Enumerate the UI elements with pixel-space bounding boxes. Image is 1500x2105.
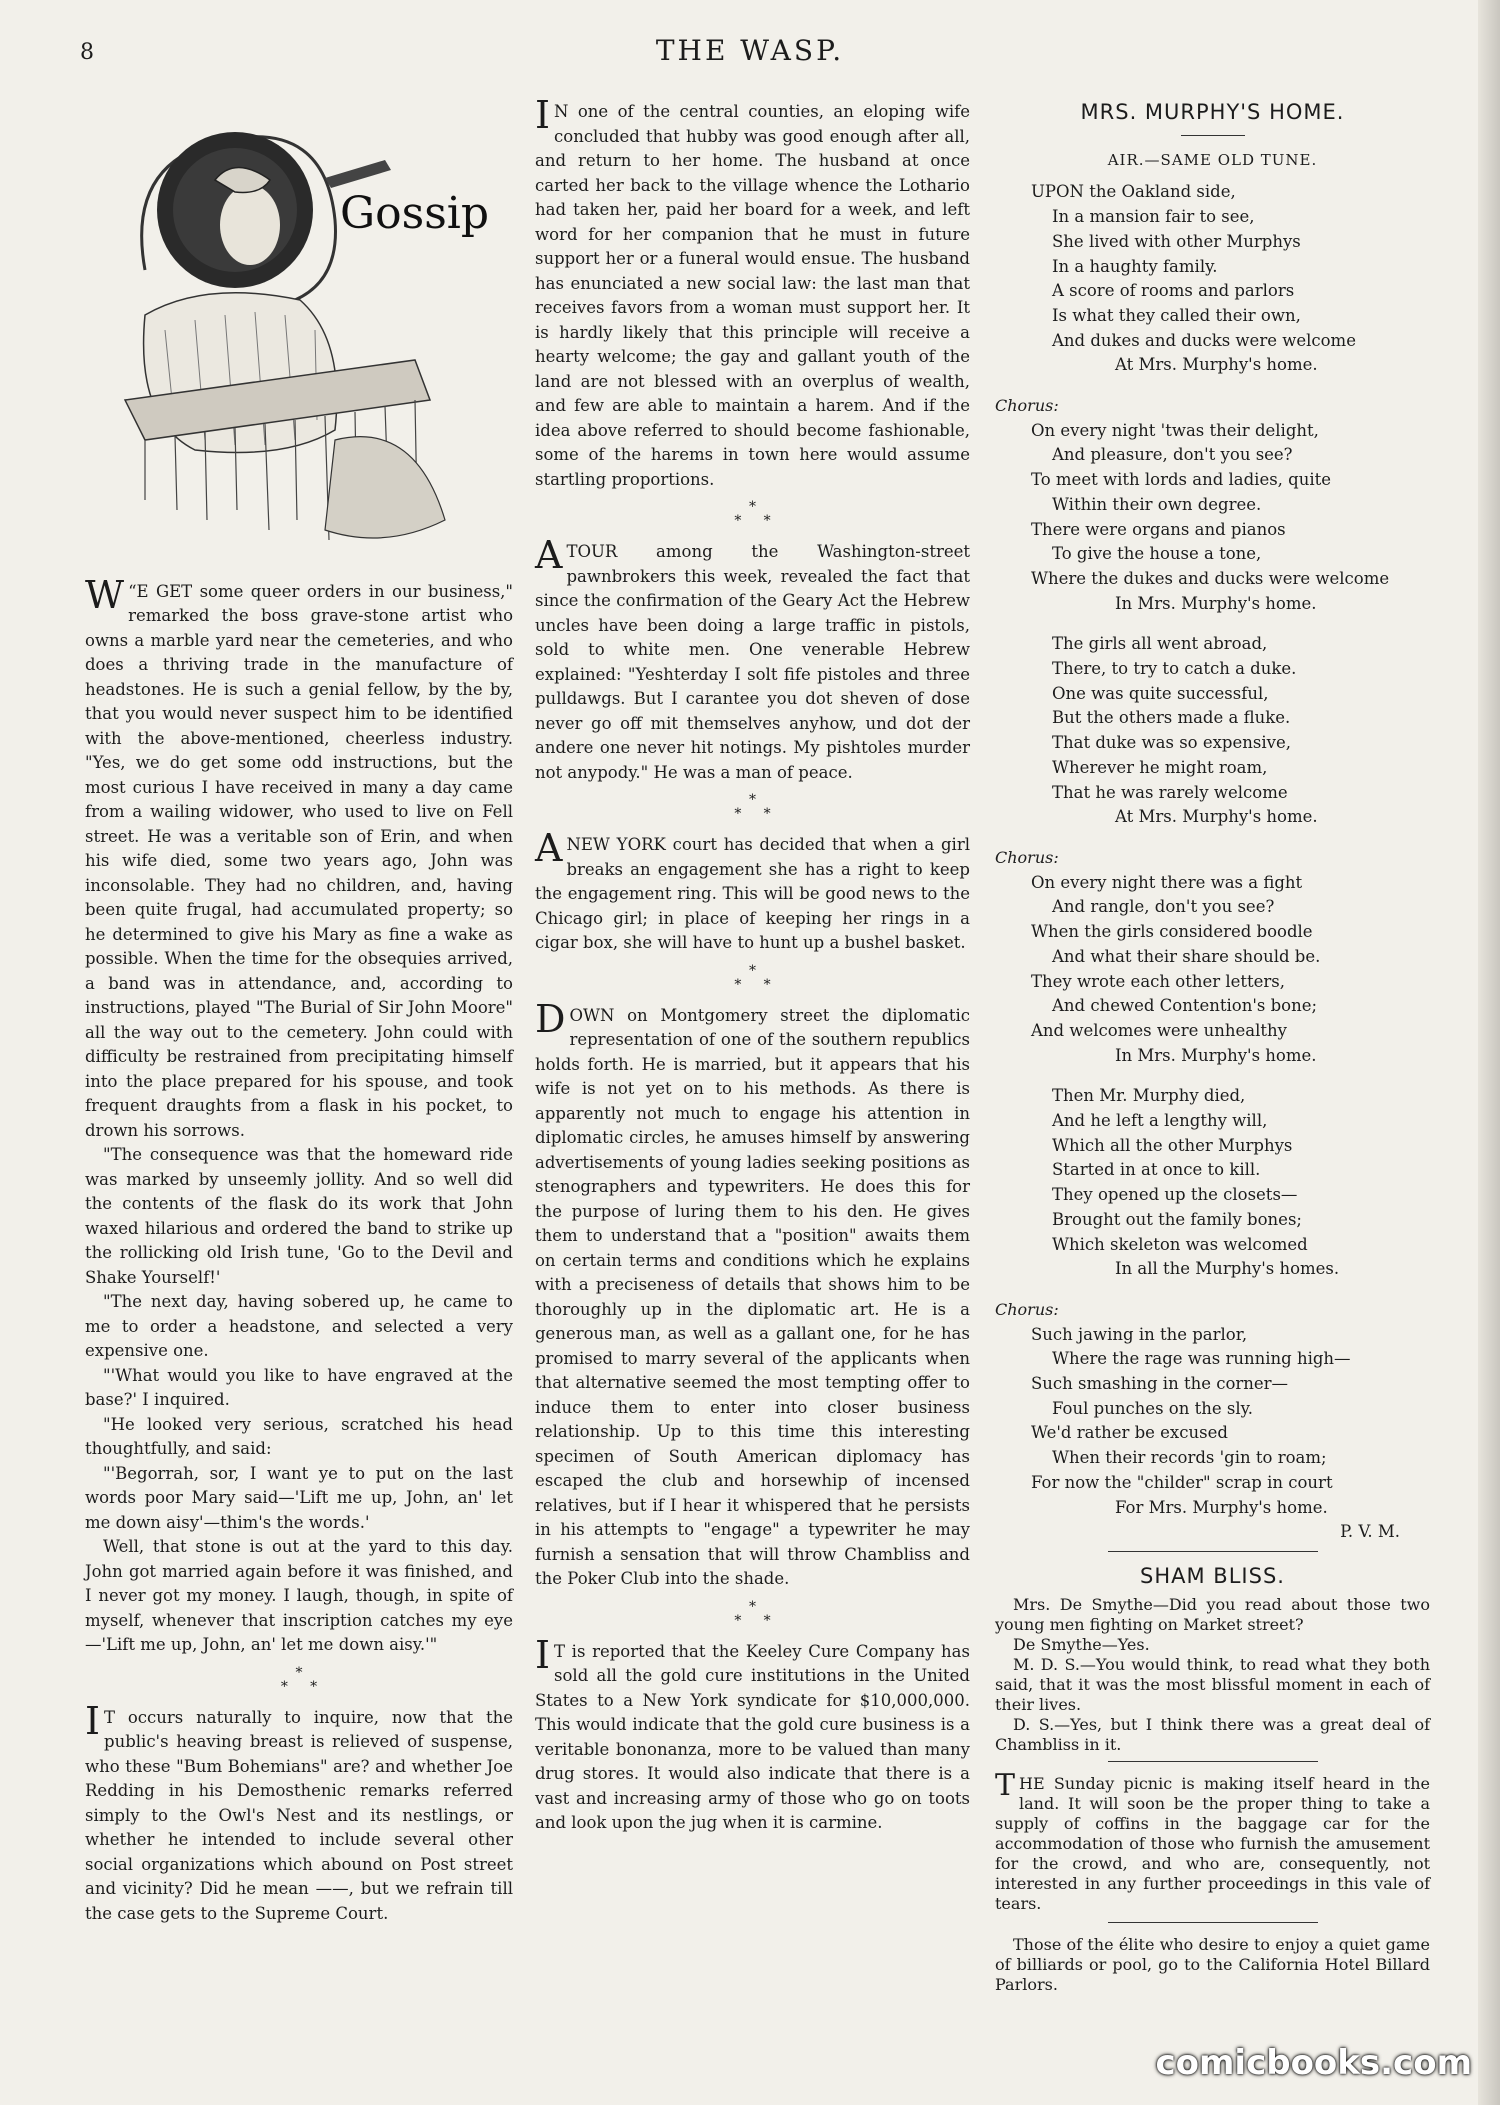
bohemians-article: I T occurs naturally to inquire, now that the public's heaving breast is relieved of suspense, who these "Bum Bohemians" are? and whether Joe Redding in his Demosthenic remarks referred simply to the Owl's Nest and its nestlings, or whether he intended to include several other social organizations which abound on Post street and vicinity? Did he mean ——, but we refrain till the case gets to the Supreme Court.: [85, 1698, 513, 1923]
chorus-label: Chorus:: [995, 396, 1059, 416]
divider: [1108, 1551, 1318, 1552]
masthead: THE WASP.: [655, 34, 845, 67]
divider: [1108, 1761, 1318, 1762]
page-number: 8: [80, 40, 94, 65]
watermark: comicbooks.com: [1155, 2043, 1472, 2083]
keeley-cure-article: I T is reported that the Keeley Cure Company has sold all the gold cure institutions in the United States to a New York syndicate for $10,000,000. This would indicate that the gold cure business is a veritable bononanza, more to be valued than many drug stores. It would also indicate that there is a vast and increasing army of those who go on toots and look upon the jug when it is carmine.: [535, 1632, 970, 1832]
diplomat-article: DOWN on Montgomery street the diplomatic representation of one of the southern republics holds forth. He is married, but it appears that his wife is not yet on to his methods. As there is apparently not much to engage his attention in diplomatic circles, he amuses himself by answering advertisements of young ladies seeking positions as stenographers and typewriters. He does this for the purpose of luring them to his den. He gives them to understand that a "position" awaits them on certain terms and conditions which he explains with a preciseness of details that shows him to be thoroughly up in the diplomatic art. He is a generous man, as well as a gallant one, for he has promised to marry several of the applicants when that alternative seemed the most tempting offer to induce them to enter into closer business relationship. Up to this time this interesting specimen of South American diplomacy has escaped the club and horsewhip of incensed relatives, but if I hear it whispered that he persists in his attempts to "engage" a typewriter he may furnish a sensation that will throw Chambliss and the Poker Club into the shade.: [535, 996, 970, 1588]
gravestone-article-p2: "The consequence was that the homeward ride was marked by unseemly jollity. And so well did the contents of the flask do its work that John waxed hilarious and ordered the band to strike up the rollicking old Irish tune, 'Go to the Devil and Shake Yourself!': [85, 1145, 513, 1287]
chorus-label: Chorus:: [995, 1299, 1059, 1319]
poem-verse-3: Then Mr. Murphy died, And he left a lengthy will, Which all the other Murphys Started in at once to kill. They opened up the closets— Brought out the family bones; Which skeleton was welcomed In all the Murphy's homes.: [1052, 1086, 1340, 1279]
engagement-ring-article: ANEW YORK court has decided that when a girl breaks an engagement she has a right to keep the engagement ring. This will be good news to the Chicago girl; in place of keeping her rings in a cigar box, she will have to hunt up a bushel basket.: [535, 826, 970, 952]
poem-verse-1: UPON the Oakland side, In a mansion fair to see, She lived with other Murphys In a haughty family. A score of rooms and parlors Is what they called their own, And dukes and ducks were welcome At Mrs. Murphy's home.: [1031, 182, 1356, 375]
billiards-notice: Those of the élite who desire to enjoy a quiet game of billiards or pool, go to the California Hotel Billard Parlors.: [995, 1934, 1430, 1994]
gravestone-article-p1: “ W E GET some queer orders in our business," remarked the boss grave-stone artist who owns a marble yard near the cemeteries, and who does a thriving trade in the manufacture of headstones. He is such a genial fellow, by the by, that you would never suspect him to be identified with the above-mentioned, cheerless industry. "Yes, we do get some odd instructions, but the most curious I have received in many a day came from a wailing widower, who used to live on Fell street. He was a veritable son of Erin, and when his wife died, some two years ago, John was inconsolable. They had no children, and, having been quite frugal, had accumulated property; so he determined to give his Mary as fine a wake as possible. When the time for the obsequies arrived, a band was in attendance, and, according to instructions, played "The Burial of Sir John Moore" all the way out to the cemetery. John could with difficulty be restrained from precipitating himself into the place prepared for his spouse, and took frequent draughts from a flask in his pocket, to drown his sorrows.: [85, 572, 513, 1140]
sunday-picnic-article: THE Sunday picnic is making itself heard in the land. It will soon be the proper thing to take a supply of coffins in the baggage car for the accommodation of those who furnish the amusement for the crowd, and who are, consequently, not interested in any further proceedings in this vale of tears.: [995, 1767, 1430, 1913]
poem-air: AIR.—SAME OLD TUNE.: [1107, 150, 1318, 169]
chorus-label: Chorus:: [995, 847, 1059, 867]
column-2: [535, 93, 970, 1836]
poem-chorus-2: On every night there was a fight And rangle, don't you see? When the girls considered boodle And what their share should be. They wrote each other letters, And chewed Contention's bone; And welcomes were unhealthy In Mrs. Murphy's home.: [1031, 872, 1321, 1065]
gravestone-article-p4: "'What would you like to have engraved at the base?' I inquired.: [85, 1365, 513, 1409]
eloping-wife-article: I N one of the central counties, an eloping wife concluded that hubby was good enough after all, and return to her home. The husband at once carted her back to the village whence the Lothario had taken her, paid her board for a week, and left word for her companion that he must in future support her or a funeral would ensue. The husband has enunciated a new social law: the last man that receives favors from a woman must support her. It is hardly likely that this principle will receive a hearty welcome; the gay and gallant youth of the land are not blessed with an overplus of wealth, and few are able to maintain a harem. And if the idea above referred to should become fashionable, some of the harems in town here would assume startling proportions.: [535, 93, 970, 489]
divider: [1108, 1922, 1318, 1923]
section-separator-stars: * * *: [734, 499, 771, 529]
sham-bliss-title: SHAM BLISS.: [1140, 1563, 1285, 1588]
poem-verse-2: The girls all went abroad, There, to try to catch a duke. One was quite successful, But the others made a fluke. That duke was so expensive, Wherever he might roam, That he was rarely welcome At Mrs. Murphy's home.: [1052, 634, 1318, 827]
gossip-illustration: [85, 100, 490, 560]
gravestone-article-p7: Well, that stone is out at the yard to this day. John got married again before it was finished, and I never got my money. I laugh, though, in spite of myself, whenever that inscription catches my eye—'Lift me up, John, an' let me down aisy.'": [85, 1537, 513, 1654]
poem-chorus-3: Such jawing in the parlor, Where the rage was running high— Such smashing in the corner— Foul punches on the sly. We'd rather be excused When their records 'gin to roam; For now the "childer" scrap in court For Mrs. Murphy's home.: [1031, 1324, 1351, 1517]
section-separator-stars: * * *: [734, 792, 771, 822]
poem-chorus-1: On every night 'twas their delight, And pleasure, don't you see? To meet with lords and ladies, quite Within their own degree. There were organs and pianos To give the house a tone, Where the dukes and ducks were welcome In Mrs. Murphy's home.: [1031, 420, 1390, 613]
gravestone-article-p5: "He looked very serious, scratched his head thoughtfully, and said:: [85, 1414, 513, 1458]
column-1: [85, 100, 513, 1926]
sham-bliss-dialogue: Mrs. De Smythe—Did you read about those two young men fighting on Market street? De Smythe—Yes. M. D. S.—You would think, to read what they both said, that it was the most blissful moment in each of their lives. D. S.—Yes, but I think there was a great deal of Chambliss in it.: [995, 1594, 1430, 1754]
section-separator-stars: * * *: [734, 1598, 771, 1629]
gossip-caption: Gossip: [340, 188, 490, 239]
divider: [1181, 135, 1245, 136]
column-3: [995, 100, 1430, 1995]
section-separator-stars: * * *: [280, 1664, 318, 1695]
gravestone-article-p6: "'Begorrah, sor, I want ye to put on the last words poor Mary said—'Lift me up, John, an' let me down aisy'—thim's the words.': [85, 1463, 513, 1532]
poem-signature: P. V. M.: [1340, 1522, 1400, 1542]
gravestone-article-p3: "The next day, having sobered up, he came to me to order a headstone, and selected a very expensive one.: [85, 1292, 513, 1360]
pawnbrokers-article: ATOUR among the Washington-street pawnbrokers this week, revealed the fact that since the confirmation of the Geary Act the Hebrew uncles have been doing a large traffic in pistols, sold to white men. One venerable Hebrew explained: "Yeshterday I solt fife pistoles and three pulldawgs. But I carantee you dot sheven of dose never go off mit themselves anyhow, und dot der andere one never hit notings. My pishtoles murder not anypody." He was a man of peace.: [535, 533, 970, 782]
section-separator-stars: * * *: [734, 962, 771, 993]
page-edge-shadow: [1478, 0, 1500, 2105]
poem-title: MRS. MURPHY'S HOME.: [1080, 100, 1345, 124]
